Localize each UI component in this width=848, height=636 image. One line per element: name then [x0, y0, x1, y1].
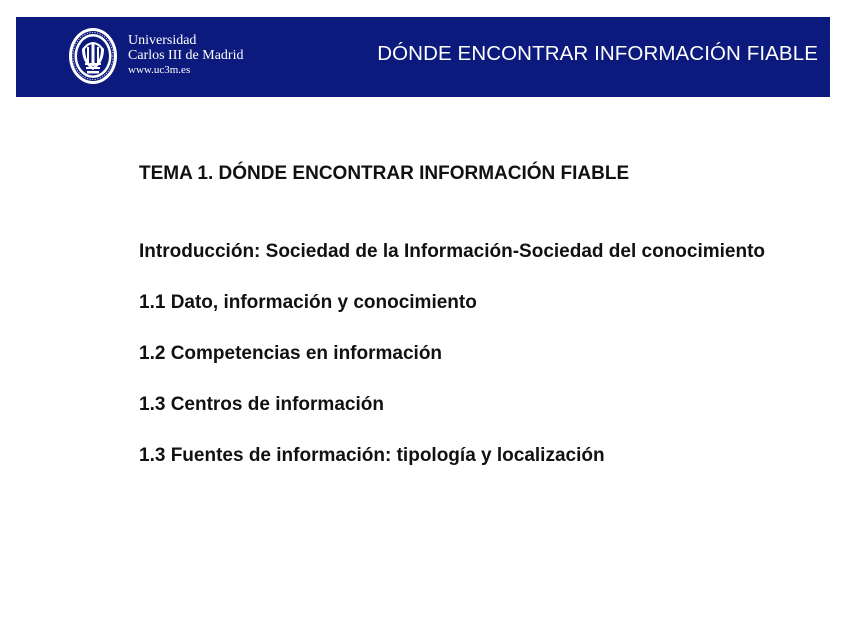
toc-item-1-2: 1.2 Competencias en información — [139, 343, 443, 364]
page-title: TEMA 1. DÓNDE ENCONTRAR INFORMACIÓN FIABLE — [139, 163, 630, 184]
header-banner — [16, 17, 830, 97]
logo-url: www.uc3m.es — [128, 64, 191, 76]
logo-line-1: Universidad — [128, 33, 197, 48]
toc-item-1-1: 1.1 Dato, información y conocimiento — [139, 292, 477, 313]
university-seal-logo — [68, 27, 118, 85]
toc-item-1-3-fuentes: 1.3 Fuentes de información: tipología y localización — [139, 445, 605, 466]
toc-item-1-3-centros: 1.3 Centros de información — [139, 394, 384, 415]
header-title: DÓNDE ENCONTRAR INFORMACIÓN FIABLE — [377, 42, 818, 65]
university-wordmark — [128, 33, 243, 78]
toc-item-introduccion: Introducción: Sociedad de la Información-Sociedad del conocimiento — [139, 241, 766, 262]
logo-line-2: Carlos III de Madrid — [128, 48, 244, 63]
